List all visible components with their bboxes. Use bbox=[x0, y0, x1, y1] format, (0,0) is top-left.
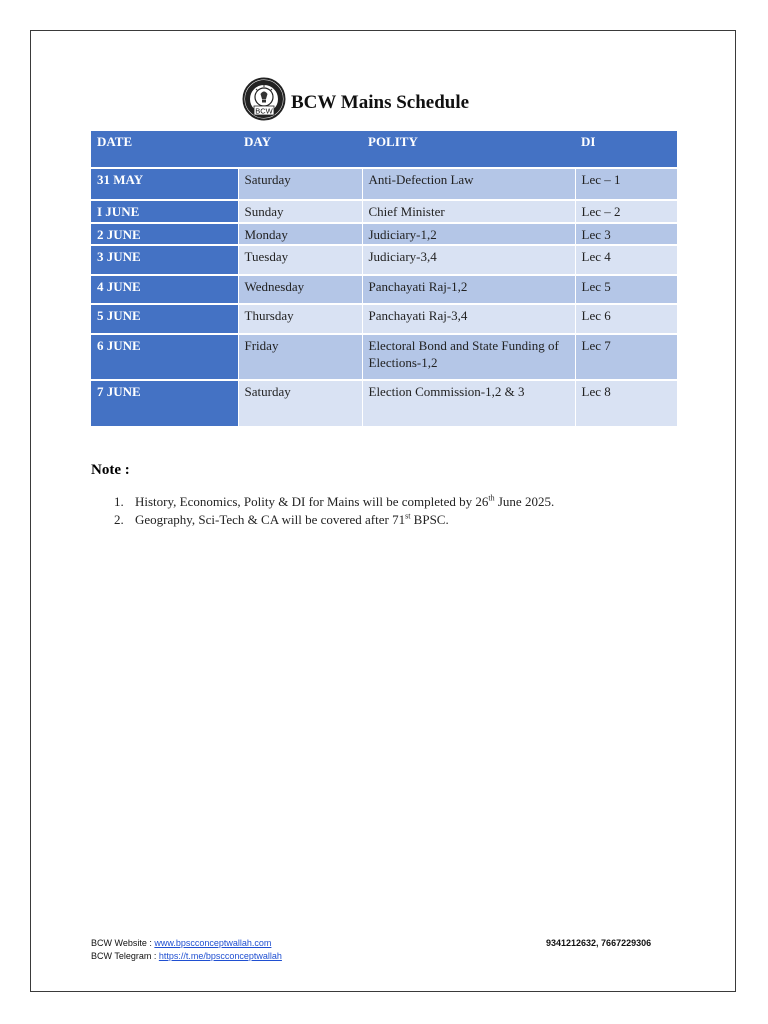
table-row bbox=[91, 304, 677, 334]
document-header bbox=[242, 77, 469, 121]
logo-text: BCW bbox=[255, 106, 273, 116]
table-row bbox=[91, 275, 677, 304]
note-text: History, Economics, Polity & DI for Mains will be completed by 26th June 2025. bbox=[135, 493, 555, 509]
polity-cell: Judiciary-1,2 bbox=[362, 223, 575, 245]
polity-cell: Electoral Bond and State Funding of Elections-1,2 bbox=[362, 334, 575, 380]
polity-cell: Judiciary-3,4 bbox=[362, 245, 575, 275]
table-row bbox=[91, 380, 677, 427]
date-cell: 7 JUNE bbox=[91, 380, 238, 427]
table-header-row bbox=[91, 131, 677, 168]
schedule-table bbox=[91, 131, 677, 428]
note-number: 2. bbox=[114, 512, 124, 527]
day-cell: Thursday bbox=[238, 304, 362, 334]
date-cell: 3 JUNE bbox=[91, 245, 238, 275]
di-cell: Lec 3 bbox=[575, 223, 677, 245]
note-number: 1. bbox=[114, 494, 124, 509]
page-title: BCW Mains Schedule bbox=[291, 92, 470, 113]
table-row bbox=[91, 223, 677, 245]
date-cell: 5 JUNE bbox=[91, 304, 238, 334]
telegram-label: BCW Telegram : bbox=[91, 951, 159, 961]
note-item bbox=[114, 511, 554, 529]
polity-cell: Election Commission-1,2 & 3 bbox=[362, 380, 575, 427]
di-cell: Lec 5 bbox=[575, 275, 677, 304]
day-cell: Saturday bbox=[238, 168, 362, 200]
day-cell: Friday bbox=[238, 334, 362, 380]
note-text: Geography, Sci-Tech & CA will be covered after 71st BPSC. bbox=[135, 511, 449, 527]
table-row bbox=[91, 200, 677, 223]
date-cell: I JUNE bbox=[91, 200, 238, 223]
website-link[interactable]: www.bpscconceptwallah.com bbox=[154, 938, 272, 948]
polity-cell: Panchayati Raj-3,4 bbox=[362, 304, 575, 334]
polity-cell: Chief Minister bbox=[362, 200, 575, 223]
footer-telegram bbox=[91, 950, 282, 963]
di-cell: Lec – 1 bbox=[575, 168, 677, 200]
table-row bbox=[91, 334, 677, 380]
di-cell: Lec 7 bbox=[575, 334, 677, 380]
table-row bbox=[91, 168, 677, 200]
column-header-di: DI bbox=[575, 131, 677, 168]
polity-cell: Panchayati Raj-1,2 bbox=[362, 275, 575, 304]
day-cell: Monday bbox=[238, 223, 362, 245]
day-cell: Wednesday bbox=[238, 275, 362, 304]
footer-phones: 9341212632, 7667229306 bbox=[546, 938, 652, 948]
day-cell: Tuesday bbox=[238, 245, 362, 275]
di-cell: Lec – 2 bbox=[575, 200, 677, 223]
notes-list bbox=[114, 493, 554, 529]
website-label: BCW Website : bbox=[91, 938, 155, 948]
column-header-polity: POLITY bbox=[362, 131, 575, 168]
di-cell: Lec 6 bbox=[575, 304, 677, 334]
day-cell: Saturday bbox=[238, 380, 362, 427]
note-heading: Note : bbox=[91, 462, 130, 478]
di-cell: Lec 4 bbox=[575, 245, 677, 275]
date-cell: 2 JUNE bbox=[91, 223, 238, 245]
table-row bbox=[91, 245, 677, 275]
day-cell: Sunday bbox=[238, 200, 362, 223]
column-header-date: DATE bbox=[91, 131, 238, 168]
di-cell: Lec 8 bbox=[575, 380, 677, 427]
column-header-day: DAY bbox=[238, 131, 362, 168]
bcw-logo-icon bbox=[242, 77, 286, 121]
date-cell: 31 MAY bbox=[91, 168, 238, 200]
date-cell: 6 JUNE bbox=[91, 334, 238, 380]
date-cell: 4 JUNE bbox=[91, 275, 238, 304]
polity-cell: Anti-Defection Law bbox=[362, 168, 575, 200]
telegram-link[interactable]: https://t.me/bpscconceptwallah bbox=[158, 951, 282, 961]
footer-website bbox=[91, 937, 282, 950]
footer-contacts bbox=[91, 937, 282, 963]
note-item bbox=[114, 493, 554, 511]
